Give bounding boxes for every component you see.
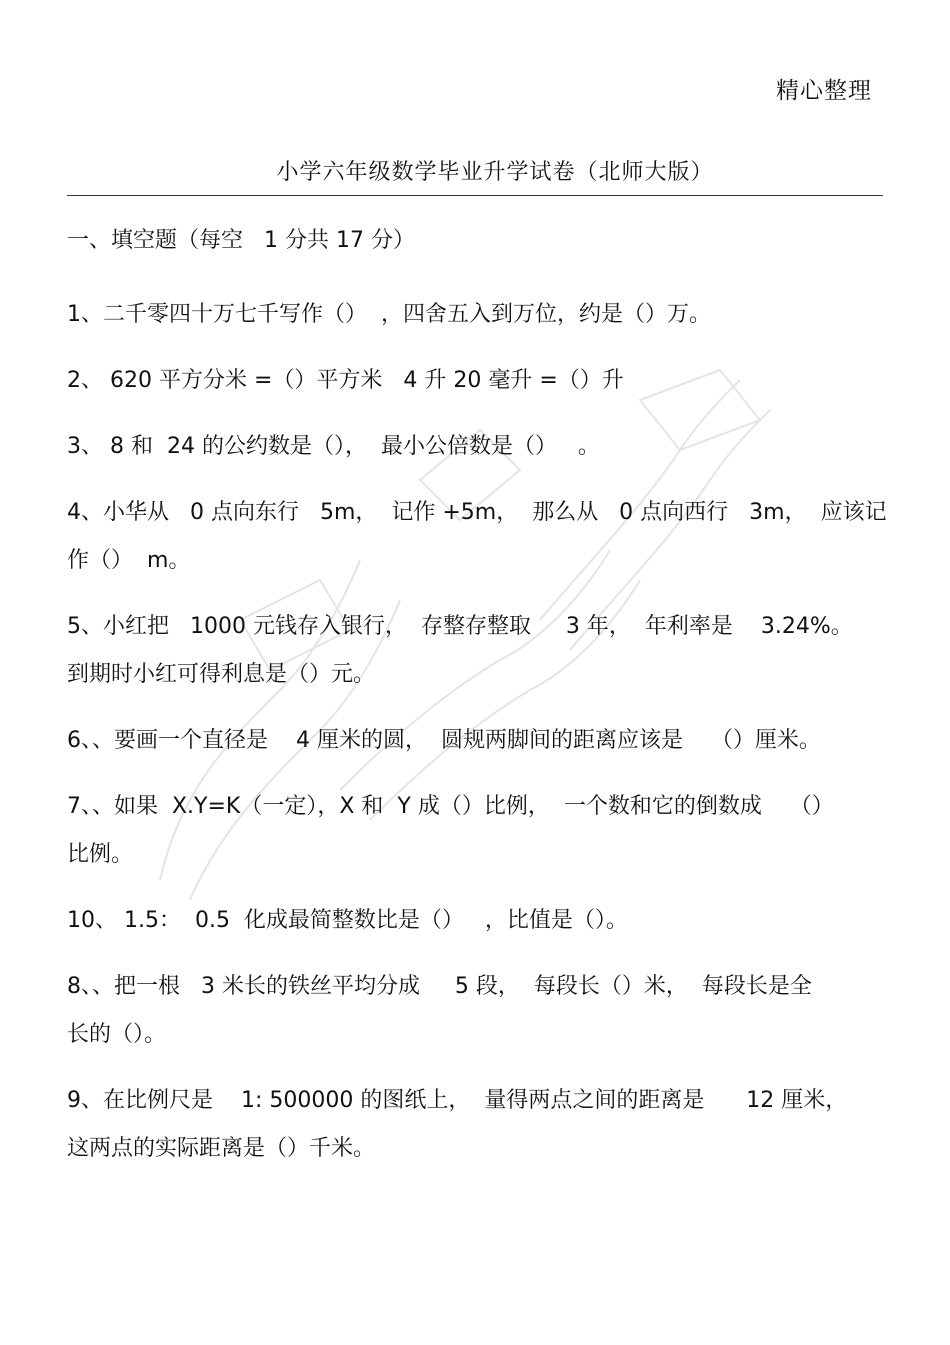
question-6 bbox=[67, 717, 883, 765]
question-line: 5、小红把 1000 元钱存入银行， 存整存整取 3 年， 年利率是 3.24%。 bbox=[67, 614, 853, 639]
question-10 bbox=[67, 897, 883, 945]
question-line: 长的（）。 bbox=[67, 1022, 167, 1047]
question-line: 8、、把一根 3 米长的铁丝平均分成 5 段， 每段长（）米， 每段长是全 bbox=[67, 974, 812, 999]
question-line: 作（） m。 bbox=[67, 548, 191, 573]
question-5 bbox=[67, 603, 883, 699]
question-8 bbox=[67, 963, 883, 1059]
document-title: 小学六年级数学毕业升学试卷（北师大版） bbox=[276, 160, 714, 185]
question-line: 到期时小红可得利息是（）元。 bbox=[67, 662, 376, 687]
question-line: 这两点的实际距离是（）千米。 bbox=[67, 1136, 376, 1161]
question-9 bbox=[67, 1077, 883, 1173]
question-line: 10、 1.5： 0.5 化成最简整数比是（） ，比值是（）。 bbox=[67, 908, 628, 933]
question-line: 1、二千零四十万七千写作（） ，四舍五入到万位，约是（）万。 bbox=[67, 302, 711, 327]
section-title: 一、填空题（每空 1 分共 17 分） bbox=[67, 228, 415, 253]
title-divider bbox=[67, 195, 883, 196]
question-line: 3、 8 和 24 的公约数是（）， 最小公倍数是（） 。 bbox=[67, 434, 600, 459]
question-1 bbox=[67, 291, 883, 339]
question-line: 比例。 bbox=[67, 842, 134, 867]
content-area bbox=[67, 225, 887, 1191]
question-line: 7、、如果 X.Y=K（一定），X 和 Y 成（）比例， 一个数和它的倒数成 （） bbox=[67, 794, 834, 819]
header-note: 精心整理 bbox=[776, 78, 872, 104]
question-line: 9、在比例尺是 1: 500000 的图纸上， 量得两点之间的距离是 12 厘米， bbox=[67, 1088, 848, 1113]
question-7 bbox=[67, 783, 883, 879]
question-line: 4、小华从 0 点向东行 5m， 记作 +5m， 那么从 0 点向西行 3m， 应该记 bbox=[67, 500, 887, 525]
question-line: 2、 620 平方分米 =（）平方米 4 升 20 毫升 =（）升 bbox=[67, 368, 624, 393]
question-4 bbox=[67, 489, 887, 585]
question-3 bbox=[67, 423, 883, 471]
question-2 bbox=[67, 357, 883, 405]
question-line: 6、、要画一个直径是 4 厘米的圆， 圆规两脚间的距离应该是 （）厘米。 bbox=[67, 728, 821, 753]
